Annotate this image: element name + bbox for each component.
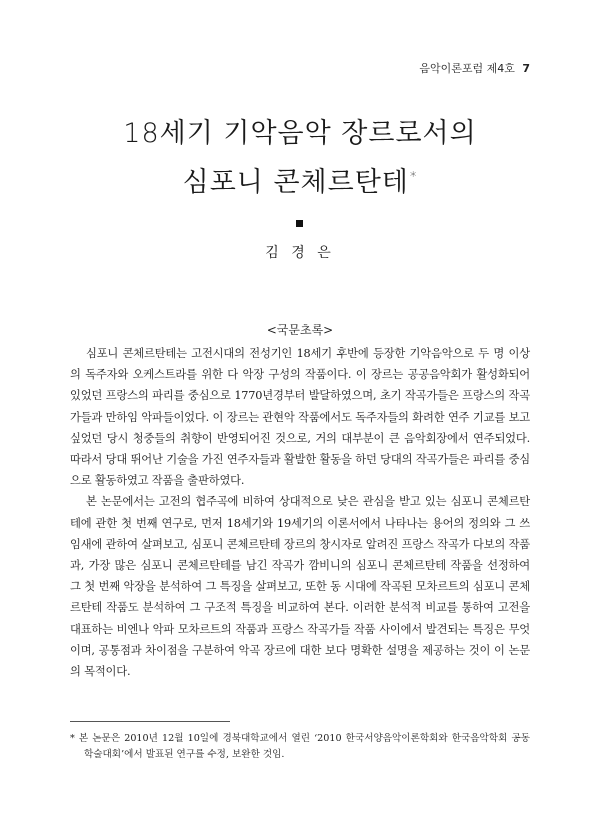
title-footnote-mark: * xyxy=(409,170,418,185)
footnote-rule xyxy=(70,721,230,722)
title-line-1: 18세기 기악음악 장르로서의 xyxy=(123,118,477,149)
journal-name: 음악이론포럼 제4호 xyxy=(419,62,515,75)
abstract-paragraph: 심포니 콘체르탄테는 고전시대의 전성기인 18세기 후반에 등장한 기악음악으로 두 명 이상의 독주자와 오케스트라를 위한 다 악장 구성의 작품이다. 이 장르는 공공음악회가 활성화되어 있었던 프랑스의 파리를 중심으로 1770년경부터 발달하였으며, 초기 작곡가들은 프랑스의 작곡가들과 만하임 악파들이었다. 이 장르는 관현악 작품에서도 독주자들의 화려한 연주 기교를 보고 싶었던 당시 청중들의 취향이 반영되어진 것으로, 거의 대부분이 큰 음악회장에서 연주되었다. 따라서 당대 뛰어난 기술을 가진 연주자들과 활발한 활동을 하던 당대의 작곡가들은 파리를 중심으로 활동하였고 작품을 출판하였다. xyxy=(70,347,530,488)
page-number: 7 xyxy=(522,62,530,75)
title-line-2-text: 심포니 콘체르탄테 xyxy=(182,167,409,198)
title-line-2 xyxy=(0,156,600,205)
abstract-paragraph: 본 논문에서는 고전의 협주곡에 비하여 상대적으로 낮은 관심을 받고 있는 심포니 콘체르탄테에 관한 첫 번째 연구로, 먼저 18세기와 19세기의 이론서에서 나타나는 용어의 정의와 그 쓰임새에 관하여 살펴보고, 심포니 콘체르탄테 장르의 창시자로 알려진 프랑스 작곡가 다보의 작품과, 가장 많은 심포니 콘체르탄테를 남긴 작곡가 깜비니의 심포니 콘체르탄테 작품을 선정하여 그 첫 번째 악장을 분석하여 그 특징을 살펴보고, 또한 동 시대에 작곡된 모차르트의 심포니 콘체르탄테 작품도 분석하여 그 구조적 특징을 비교하여 본다. 이러한 분석적 비교를 통하여 고전을 대표하는 비엔나 악파 모차르트의 작품과 프랑스 작곡가들 작품 사이에서 발견되는 특징은 무엇이며, 공통점과 차이점을 구분하여 악곡 장르에 대한 보다 명확한 설명을 제공하는 것이 이 논문의 목적이다. xyxy=(70,495,530,679)
abstract-heading: <국문초록> xyxy=(266,323,334,337)
paper-title xyxy=(0,112,600,205)
running-header xyxy=(419,60,530,76)
section-divider-square xyxy=(296,220,303,227)
author-name: 김 경 은 xyxy=(265,245,335,261)
abstract-body xyxy=(70,343,530,682)
footnote: * 본 논문은 2010년 12월 10일에 경북대학교에서 열린 ‘2010 한국서양음악이론학회와 한국음악학회 공동 학술대회’에서 발표된 연구를 수정, 보완한 것임. xyxy=(70,733,530,760)
